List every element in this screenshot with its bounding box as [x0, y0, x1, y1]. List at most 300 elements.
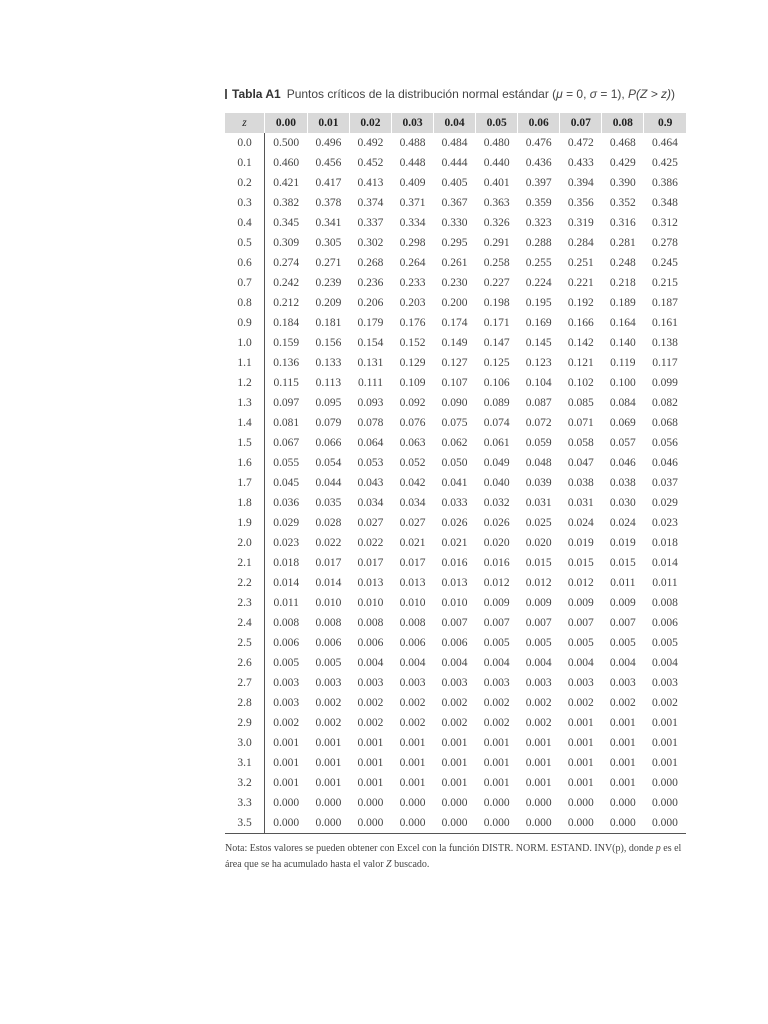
probability-cell: 0.002 [357, 717, 384, 729]
probability-cell: 0.456 [315, 157, 342, 169]
probability-cell: 0.011 [610, 577, 636, 589]
probability-cell: 0.271 [315, 257, 342, 269]
probability-cell: 0.062 [441, 437, 468, 449]
probability-cell: 0.023 [652, 517, 678, 529]
probability-cell: 0.095 [315, 397, 342, 409]
probability-cell: 0.058 [567, 437, 594, 449]
z-value-cell: 0.4 [225, 213, 265, 233]
z-value-cell: 2.9 [225, 713, 265, 733]
probability-cell: 0.008 [652, 597, 678, 609]
probability-cell: 0.009 [525, 597, 552, 609]
probability-cell: 0.233 [399, 277, 426, 289]
probability-cell: 0.066 [315, 437, 342, 449]
table-caption [225, 87, 695, 101]
probability-cell: 0.024 [567, 517, 594, 529]
z-value-cell: 0.6 [225, 253, 265, 273]
probability-cell: 0.115 [273, 377, 299, 389]
z-value-cell: 2.5 [225, 633, 265, 653]
probability-cell: 0.156 [315, 337, 342, 349]
probability-cell: 0.111 [357, 377, 383, 389]
z-value-cell: 1.9 [225, 513, 265, 533]
probability-cell: 0.000 [349, 813, 391, 834]
probability-cell: 0.121 [567, 357, 594, 369]
z-value-cell: 2.1 [225, 553, 265, 573]
table-row [225, 233, 686, 253]
table-row [225, 273, 686, 293]
z-value-cell: 1.4 [225, 413, 265, 433]
probability-cell: 0.067 [273, 437, 300, 449]
probability-cell: 0.064 [357, 437, 384, 449]
probability-cell: 0.052 [399, 457, 426, 469]
table-row [225, 353, 686, 373]
probability-cell: 0.005 [652, 637, 678, 649]
table-row [225, 593, 686, 613]
probability-cell: 0.001 [273, 737, 300, 749]
probability-cell: 0.319 [567, 217, 594, 229]
probability-cell: 0.026 [441, 517, 468, 529]
z-value-cell: 2.4 [225, 613, 265, 633]
caption-prob: P(Z > z) [628, 87, 672, 101]
probability-cell: 0.356 [567, 197, 594, 209]
probability-cell: 0.024 [609, 517, 636, 529]
z-value-cell: 2.7 [225, 673, 265, 693]
table-row [225, 253, 686, 273]
table-row [225, 133, 686, 153]
probability-cell: 0.000 [273, 797, 300, 809]
probability-cell: 0.001 [441, 737, 468, 749]
probability-cell: 0.127 [441, 357, 468, 369]
probability-cell: 0.001 [567, 737, 594, 749]
probability-cell: 0.034 [357, 497, 384, 509]
probability-cell: 0.002 [652, 697, 678, 709]
table-row [225, 153, 686, 173]
probability-cell: 0.001 [525, 757, 552, 769]
header-col: 0.03 [392, 113, 434, 133]
probability-cell: 0.005 [525, 637, 552, 649]
header-col: 0.9 [644, 113, 686, 133]
probability-cell: 0.002 [441, 717, 468, 729]
probability-cell: 0.002 [609, 697, 636, 709]
probability-cell: 0.274 [273, 257, 300, 269]
table-row [225, 473, 686, 493]
probability-cell: 0.004 [357, 657, 384, 669]
probability-cell: 0.001 [357, 757, 384, 769]
probability-cell: 0.029 [273, 517, 300, 529]
probability-cell: 0.000 [315, 797, 342, 809]
probability-cell: 0.019 [567, 537, 594, 549]
z-value-cell: 1.5 [225, 433, 265, 453]
probability-cell: 0.071 [567, 417, 594, 429]
probability-cell: 0.316 [609, 217, 636, 229]
header-col: 0.01 [307, 113, 349, 133]
probability-cell: 0.284 [567, 237, 594, 249]
table-row [225, 493, 686, 513]
table-row [225, 553, 686, 573]
probability-cell: 0.049 [483, 457, 510, 469]
probability-cell: 0.429 [609, 157, 636, 169]
probability-cell: 0.001 [357, 737, 384, 749]
probability-cell: 0.133 [315, 357, 342, 369]
header-col: 0.04 [434, 113, 476, 133]
probability-cell: 0.433 [567, 157, 594, 169]
probability-cell: 0.038 [609, 477, 636, 489]
probability-cell: 0.005 [609, 637, 636, 649]
probability-cell: 0.038 [567, 477, 594, 489]
header-col: 0.02 [349, 113, 391, 133]
probability-cell: 0.090 [441, 397, 468, 409]
probability-cell: 0.001 [483, 777, 510, 789]
probability-cell: 0.014 [273, 577, 300, 589]
probability-cell: 0.305 [315, 237, 342, 249]
probability-cell: 0.405 [441, 177, 468, 189]
probability-cell: 0.002 [441, 697, 468, 709]
probability-cell: 0.119 [610, 357, 636, 369]
table-row [225, 453, 686, 473]
probability-cell: 0.198 [483, 297, 510, 309]
probability-cell: 0.007 [525, 617, 552, 629]
probability-cell: 0.079 [315, 417, 342, 429]
probability-cell: 0.012 [525, 577, 552, 589]
table-row [225, 773, 686, 793]
probability-cell: 0.239 [315, 277, 342, 289]
probability-cell: 0.496 [315, 137, 342, 149]
probability-cell: 0.159 [273, 337, 300, 349]
probability-cell: 0.001 [273, 777, 300, 789]
probability-cell: 0.109 [399, 377, 426, 389]
probability-cell: 0.000 [434, 813, 476, 834]
probability-cell: 0.001 [609, 777, 636, 789]
probability-cell: 0.004 [652, 657, 678, 669]
probability-cell: 0.100 [609, 377, 636, 389]
probability-cell: 0.037 [652, 477, 678, 489]
probability-cell: 0.011 [652, 577, 678, 589]
z-value-cell: 1.2 [225, 373, 265, 393]
table-row [225, 293, 686, 313]
probability-cell: 0.047 [567, 457, 594, 469]
table-row [225, 613, 686, 633]
z-value-cell: 0.0 [225, 133, 265, 153]
probability-cell: 0.010 [357, 597, 384, 609]
table-row [225, 813, 686, 834]
probability-cell: 0.041 [441, 477, 468, 489]
table-row [225, 573, 686, 593]
probability-cell: 0.001 [399, 757, 426, 769]
probability-cell: 0.010 [441, 597, 468, 609]
probability-cell: 0.003 [567, 677, 594, 689]
probability-cell: 0.136 [273, 357, 300, 369]
z-value-cell: 0.8 [225, 293, 265, 313]
probability-cell: 0.050 [441, 457, 468, 469]
probability-cell: 0.106 [483, 377, 510, 389]
z-value-cell: 1.0 [225, 333, 265, 353]
table-header [225, 113, 686, 133]
probability-cell: 0.309 [273, 237, 300, 249]
z-value-cell: 3.2 [225, 773, 265, 793]
probability-cell: 0.029 [652, 497, 678, 509]
probability-cell: 0.251 [567, 257, 594, 269]
probability-cell: 0.129 [399, 357, 426, 369]
probability-cell: 0.117 [652, 357, 678, 369]
probability-cell: 0.264 [399, 257, 426, 269]
probability-cell: 0.330 [441, 217, 468, 229]
probability-cell: 0.010 [315, 597, 342, 609]
probability-cell: 0.017 [357, 557, 384, 569]
probability-cell: 0.166 [567, 317, 594, 329]
probability-cell: 0.015 [525, 557, 552, 569]
probability-cell: 0.089 [483, 397, 510, 409]
probability-cell: 0.001 [525, 737, 552, 749]
probability-cell: 0.421 [273, 177, 300, 189]
z-value-cell: 0.7 [225, 273, 265, 293]
probability-cell: 0.019 [609, 537, 636, 549]
probability-cell: 0.002 [525, 697, 552, 709]
table-row [225, 653, 686, 673]
probability-cell: 0.009 [609, 597, 636, 609]
probability-cell: 0.326 [483, 217, 510, 229]
probability-cell: 0.000 [609, 797, 636, 809]
probability-cell: 0.006 [652, 617, 678, 629]
probability-cell: 0.035 [315, 497, 342, 509]
probability-cell: 0.460 [273, 157, 300, 169]
probability-cell: 0.026 [483, 517, 510, 529]
probability-cell: 0.337 [357, 217, 384, 229]
probability-cell: 0.046 [652, 457, 678, 469]
probability-cell: 0.001 [567, 777, 594, 789]
probability-cell: 0.021 [399, 537, 426, 549]
probability-cell: 0.203 [399, 297, 426, 309]
probability-cell: 0.023 [273, 537, 300, 549]
probability-cell: 0.348 [652, 197, 678, 209]
probability-cell: 0.000 [441, 797, 468, 809]
probability-cell: 0.261 [441, 257, 468, 269]
probability-cell: 0.036 [273, 497, 300, 509]
probability-cell: 0.002 [273, 717, 300, 729]
probability-cell: 0.000 [307, 813, 349, 834]
probability-cell: 0.078 [357, 417, 384, 429]
probability-cell: 0.008 [357, 617, 384, 629]
probability-cell: 0.161 [652, 317, 678, 329]
probability-cell: 0.169 [525, 317, 552, 329]
caption-text: Puntos críticos de la distribución normal estándar ( [286, 87, 557, 101]
footnote-part2: es el área que se ha acumulado hasta el valor [225, 843, 682, 870]
z-value-cell: 0.1 [225, 153, 265, 173]
probability-cell: 0.500 [273, 137, 300, 149]
probability-cell: 0.425 [652, 157, 678, 169]
probability-cell: 0.001 [609, 757, 636, 769]
probability-cell: 0.345 [273, 217, 300, 229]
probability-cell: 0.378 [315, 197, 342, 209]
probability-cell: 0.236 [357, 277, 384, 289]
probability-cell: 0.123 [525, 357, 552, 369]
probability-cell: 0.020 [525, 537, 552, 549]
table-label: Tabla A1 [232, 87, 281, 101]
probability-cell: 0.059 [525, 437, 552, 449]
probability-cell: 0.004 [525, 657, 552, 669]
probability-cell: 0.281 [609, 237, 636, 249]
probability-cell: 0.001 [567, 717, 594, 729]
probability-cell: 0.224 [525, 277, 552, 289]
probability-cell: 0.227 [483, 277, 510, 289]
probability-cell: 0.001 [441, 757, 468, 769]
probability-cell: 0.006 [399, 637, 426, 649]
probability-cell: 0.006 [357, 637, 384, 649]
probability-cell: 0.027 [399, 517, 426, 529]
probability-cell: 0.382 [273, 197, 300, 209]
probability-cell: 0.069 [609, 417, 636, 429]
probability-cell: 0.053 [357, 457, 384, 469]
header-col: 0.06 [518, 113, 560, 133]
probability-cell: 0.448 [399, 157, 426, 169]
probability-cell: 0.006 [273, 637, 300, 649]
probability-cell: 0.464 [652, 137, 678, 149]
probability-cell: 0.002 [357, 697, 384, 709]
probability-cell: 0.164 [609, 317, 636, 329]
probability-cell: 0.008 [399, 617, 426, 629]
probability-cell: 0.000 [392, 813, 434, 834]
probability-cell: 0.063 [399, 437, 426, 449]
probability-cell: 0.295 [441, 237, 468, 249]
probability-cell: 0.011 [273, 597, 299, 609]
probability-cell: 0.001 [567, 757, 594, 769]
caption-marker [225, 89, 227, 99]
probability-cell: 0.195 [525, 297, 552, 309]
probability-cell: 0.020 [483, 537, 510, 549]
probability-cell: 0.033 [441, 497, 468, 509]
probability-cell: 0.007 [609, 617, 636, 629]
probability-cell: 0.492 [357, 137, 384, 149]
probability-cell: 0.371 [399, 197, 426, 209]
probability-cell: 0.000 [518, 813, 560, 834]
probability-cell: 0.055 [273, 457, 300, 469]
probability-cell: 0.008 [315, 617, 342, 629]
probability-cell: 0.409 [399, 177, 426, 189]
footnote-part3: buscado. [391, 859, 430, 870]
caption-sigma: σ [589, 87, 598, 101]
z-value-cell: 1.8 [225, 493, 265, 513]
probability-cell: 0.006 [441, 637, 468, 649]
probability-cell: 0.057 [609, 437, 636, 449]
z-value-cell: 0.2 [225, 173, 265, 193]
probability-cell: 0.444 [441, 157, 468, 169]
probability-cell: 0.028 [315, 517, 342, 529]
probability-cell: 0.074 [483, 417, 510, 429]
probability-cell: 0.003 [525, 677, 552, 689]
probability-cell: 0.001 [483, 757, 510, 769]
footnote-z: Z [386, 859, 392, 870]
probability-cell: 0.401 [483, 177, 510, 189]
probability-cell: 0.005 [567, 637, 594, 649]
table-row [225, 733, 686, 753]
probability-cell: 0.341 [315, 217, 342, 229]
probability-cell: 0.005 [315, 657, 342, 669]
probability-cell: 0.206 [357, 297, 384, 309]
header-row [225, 113, 686, 133]
probability-cell: 0.015 [567, 557, 594, 569]
probability-cell: 0.061 [483, 437, 510, 449]
z-value-cell: 1.1 [225, 353, 265, 373]
probability-cell: 0.154 [357, 337, 384, 349]
header-col: 0.05 [476, 113, 518, 133]
probability-cell: 0.003 [399, 677, 426, 689]
probability-cell: 0.002 [567, 697, 594, 709]
probability-cell: 0.004 [399, 657, 426, 669]
probability-cell: 0.012 [567, 577, 594, 589]
table-row [225, 313, 686, 333]
probability-cell: 0.007 [441, 617, 468, 629]
probability-cell: 0.002 [399, 717, 426, 729]
probability-cell: 0.002 [399, 697, 426, 709]
probability-cell: 0.268 [357, 257, 384, 269]
z-value-cell: 3.0 [225, 733, 265, 753]
probability-cell: 0.027 [357, 517, 384, 529]
probability-cell: 0.001 [609, 737, 636, 749]
probability-cell: 0.017 [399, 557, 426, 569]
z-value-cell: 0.9 [225, 313, 265, 333]
probability-cell: 0.003 [609, 677, 636, 689]
probability-cell: 0.040 [483, 477, 510, 489]
probability-cell: 0.001 [399, 777, 426, 789]
probability-cell: 0.484 [441, 137, 468, 149]
probability-cell: 0.000 [644, 813, 686, 834]
probability-cell: 0.413 [357, 177, 384, 189]
probability-cell: 0.022 [357, 537, 384, 549]
probability-cell: 0.145 [525, 337, 552, 349]
probability-cell: 0.142 [567, 337, 594, 349]
probability-cell: 0.044 [315, 477, 342, 489]
z-value-cell: 2.6 [225, 653, 265, 673]
probability-cell: 0.221 [567, 277, 594, 289]
probability-cell: 0.001 [609, 717, 636, 729]
probability-cell: 0.291 [483, 237, 510, 249]
probability-cell: 0.000 [525, 797, 552, 809]
z-value-cell: 2.2 [225, 573, 265, 593]
probability-cell: 0.001 [652, 717, 678, 729]
probability-cell: 0.003 [441, 677, 468, 689]
z-value-cell: 0.3 [225, 193, 265, 213]
probability-cell: 0.039 [525, 477, 552, 489]
table-row [225, 193, 686, 213]
probability-cell: 0.147 [483, 337, 510, 349]
probability-cell: 0.075 [441, 417, 468, 429]
probability-cell: 0.176 [399, 317, 426, 329]
probability-cell: 0.025 [525, 517, 552, 529]
probability-cell: 0.010 [399, 597, 426, 609]
footnote-part1: Nota: Estos valores se pueden obtener con Excel con la función DISTR. NORM. ESTAND. INV(p), donde [225, 843, 656, 854]
probability-cell: 0.054 [315, 457, 342, 469]
table-row [225, 793, 686, 813]
probability-cell: 0.230 [441, 277, 468, 289]
probability-cell: 0.034 [399, 497, 426, 509]
probability-cell: 0.000 [357, 797, 384, 809]
z-value-cell: 1.7 [225, 473, 265, 493]
caption-close: ) [671, 87, 676, 101]
probability-cell: 0.187 [652, 297, 678, 309]
probability-cell: 0.004 [609, 657, 636, 669]
probability-cell: 0.452 [357, 157, 384, 169]
probability-cell: 0.245 [652, 257, 678, 269]
table-row [225, 433, 686, 453]
header-col: 0.07 [560, 113, 602, 133]
probability-cell: 0.001 [315, 757, 342, 769]
probability-cell: 0.001 [399, 737, 426, 749]
z-value-cell: 1.3 [225, 393, 265, 413]
probability-cell: 0.212 [273, 297, 300, 309]
z-value-cell: 2.0 [225, 533, 265, 553]
probability-cell: 0.007 [567, 617, 594, 629]
probability-cell: 0.192 [567, 297, 594, 309]
probability-cell: 0.018 [652, 537, 678, 549]
probability-cell: 0.394 [567, 177, 594, 189]
